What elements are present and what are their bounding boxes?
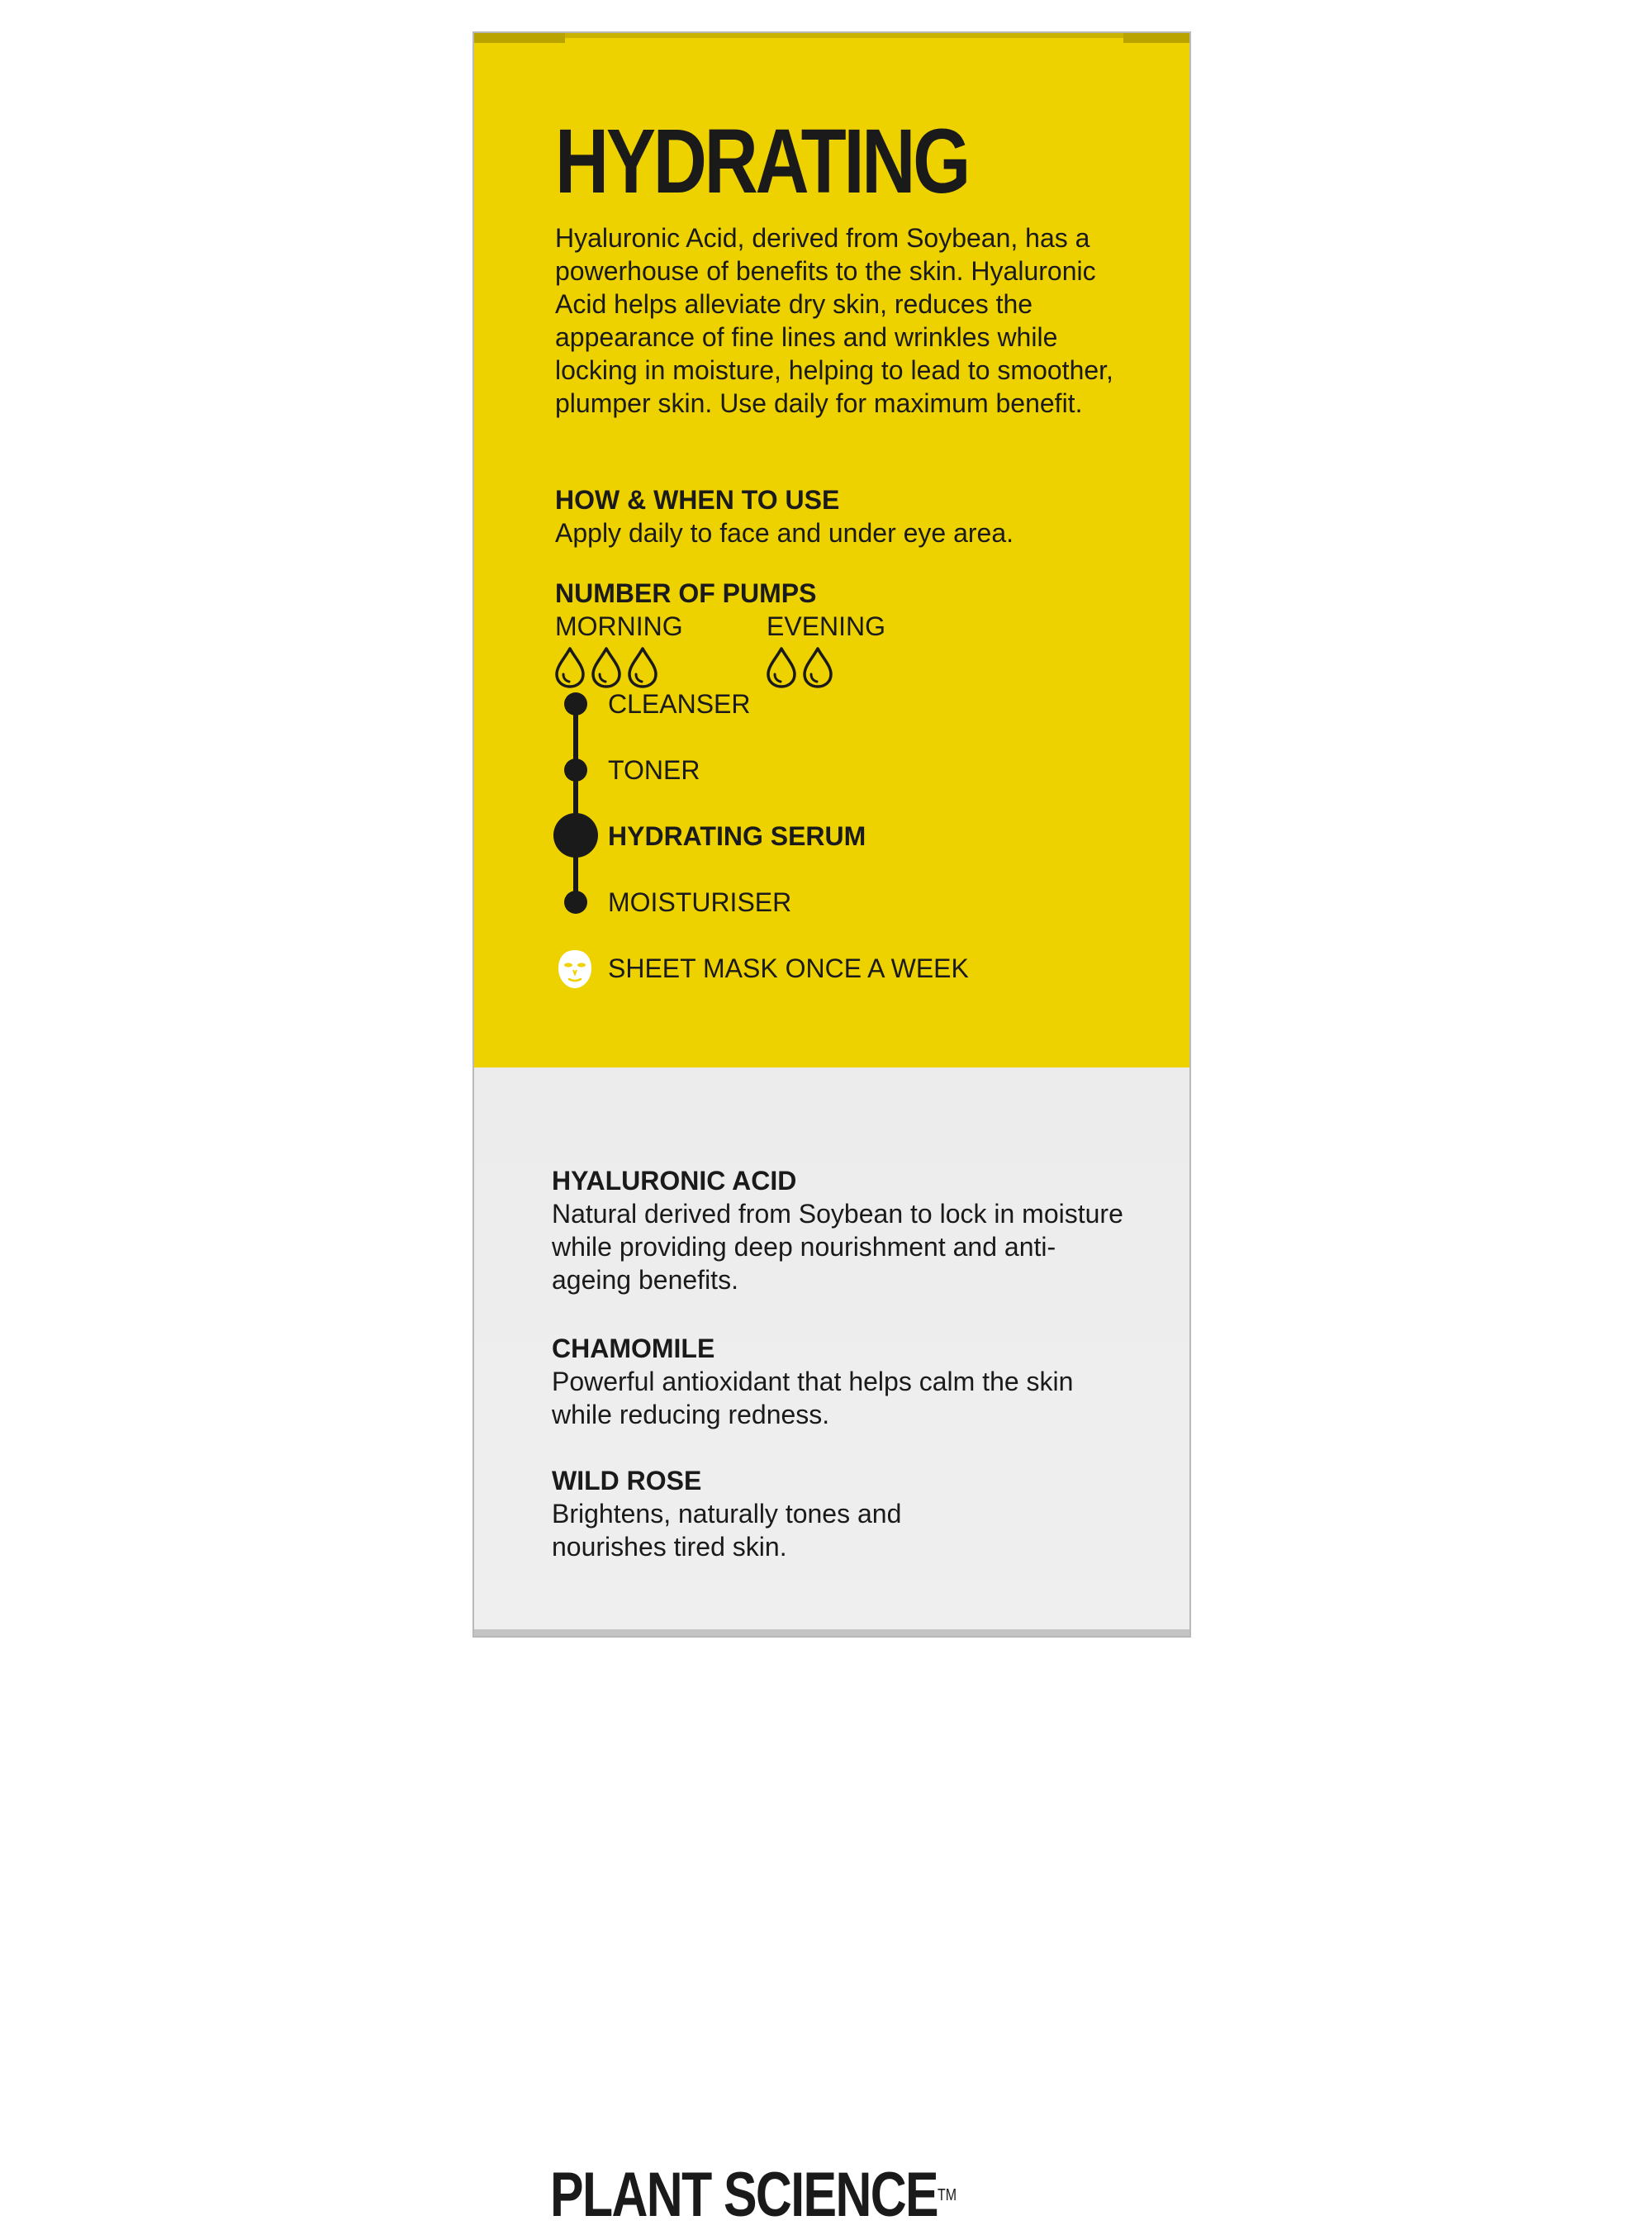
evening-label: EVENING (767, 611, 886, 641)
hydrating-description: Hyaluronic Acid, derived from Soybean, has a powerhouse of benefits to the skin. Hyaluronic Acid helps alleviate dry skin, reduces the appearance of fine lines and wrinkles while locking in moisture, helping to lead to smoother, plumper skin. Use daily for maximum benefit. (555, 223, 1113, 418)
ingredient-text: Natural derived from Soybean to lock in moisture while providing deep nourishment and anti-ageing benefits. (552, 1199, 1123, 1295)
drop-icon (553, 646, 586, 689)
box-flap-left (474, 33, 565, 43)
routine-line (573, 704, 578, 902)
ingredient-name: WILD ROSE (552, 1466, 702, 1495)
drop-icon (801, 646, 834, 689)
box-bottom-edge (474, 1629, 1189, 1636)
box-top-edge (474, 33, 1189, 38)
ingredient-text: Brightens, naturally tones and nourishes tired skin. (552, 1499, 902, 1562)
morning-label: MORNING (555, 611, 683, 641)
plant-science-title-text: PLANT SCIENCE (550, 2160, 938, 2230)
ingredient-name: CHAMOMILE (552, 1334, 715, 1363)
morning-pumps (553, 646, 659, 689)
routine-dot-serum (553, 813, 598, 858)
product-box-back (474, 33, 1189, 2230)
sheet-mask-icon (555, 949, 595, 990)
plant-science-panel (474, 1067, 1189, 2230)
pumps-heading: NUMBER OF PUMPS (555, 578, 817, 608)
sheet-mask-note: SHEET MASK ONCE A WEEK (608, 953, 969, 983)
drop-icon (590, 646, 623, 689)
evening-pumps (765, 646, 834, 689)
how-to-use-text: Apply daily to face and under eye area. (555, 518, 1014, 548)
ingredient-text: Powerful antioxidant that helps calm the skin while reducing redness. (552, 1367, 1074, 1429)
routine-dot-moisturiser (564, 891, 587, 914)
trademark-mark: TM (938, 2186, 957, 2204)
drop-icon (765, 646, 798, 689)
drop-icon (626, 646, 659, 689)
page-title: HYDRATING (555, 111, 968, 212)
routine-dot-toner (564, 758, 587, 782)
routine-step-highlighted: HYDRATING SERUM (608, 821, 866, 851)
routine-step: TONER (608, 755, 700, 785)
routine-dot-cleanser (564, 692, 587, 716)
routine-step: MOISTURISER (608, 887, 792, 917)
how-to-use-heading: HOW & WHEN TO USE (555, 485, 840, 515)
box-flap-right (1123, 33, 1189, 43)
routine-step: CLEANSER (608, 689, 751, 719)
hydrating-panel (474, 33, 1189, 1067)
ingredient-name: HYALURONIC ACID (552, 1166, 797, 1196)
plant-science-title (550, 2162, 957, 2228)
